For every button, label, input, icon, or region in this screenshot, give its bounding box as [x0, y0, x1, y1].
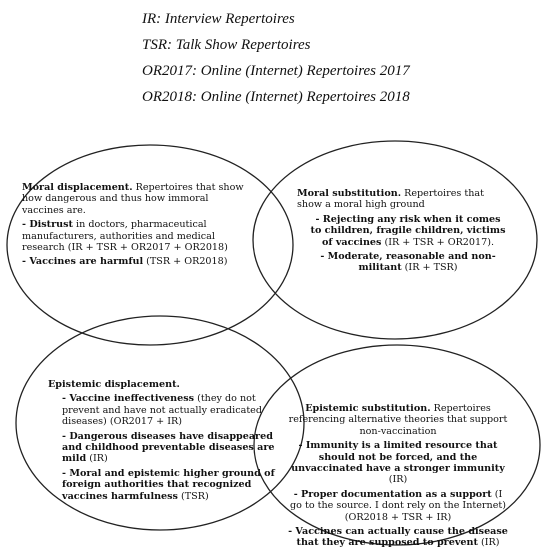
legend-or2017: OR2017: Online (Internet) Repertoires 2017 — [142, 63, 410, 79]
legend-ir: IR: Interview Repertoires — [142, 11, 295, 27]
legend-tsr: TSR: Talk Show Repertoires — [142, 37, 311, 53]
list-item: - Moderate, reasonable and non-militant (IR + TSR) — [320, 251, 496, 274]
list-item: - Moral and epistemic higher ground of foreign authorities that recognized vaccines harmfulness (TSR) — [62, 467, 275, 502]
epistemic-substitution-title: Epistemic substitution. — [305, 403, 431, 414]
epistemic-substitution-desc: Repertoires referencing alternative theories that support non-vaccination — [288, 403, 508, 437]
moral-displacement — [22, 182, 247, 268]
list-item: - Immunity is a limited resource that should not be forced, and the unvaccinated have a stronger immunity (IR) — [291, 440, 505, 486]
epistemic-displacement — [48, 379, 284, 502]
legend-or2018: OR2018: Online (Internet) Repertoires 2018 — [142, 89, 410, 105]
epistemic-displacement-title: Epistemic displacement. — [48, 379, 180, 390]
moral-substitution — [297, 188, 507, 274]
moral-displacement-title: Moral displacement. — [22, 182, 133, 193]
moral-substitution-title: Moral substitution. — [297, 188, 402, 199]
moral-substitution-desc: Repertoires that show a moral high ground — [297, 188, 484, 211]
epistemic-substitution — [287, 403, 509, 549]
moral-displacement-desc: Repertoires that show how dangerous and thus how immoral vaccines are. — [22, 182, 244, 216]
list-item: - Dangerous diseases have disappeared and childhood preventable diseases are mild (IR) — [62, 430, 275, 465]
list-item: - Proper documentation as a support (I go to the source. I dont rely on the Internet) (OR2018 + TSR + IR) — [290, 488, 506, 523]
list-item: - Distrust in doctors, pharmaceutical manufacturers, authorities and medical research (IR + TSR + OR2017 + OR2018) — [22, 219, 228, 254]
list-item: - Rejecting any risk when it comes to children, fragile children, victims of vaccines (IR + TSR + OR2017). — [310, 213, 506, 248]
list-item: - Vaccines can actually cause the disease that they are supposed to prevent (IR) — [288, 526, 508, 549]
list-item: - Vaccine ineffectiveness (they do not prevent and have not actually eradicated diseases) (OR2017 + IR) — [62, 393, 262, 428]
list-item: - Vaccines are harmful (TSR + OR2018) — [22, 256, 228, 268]
